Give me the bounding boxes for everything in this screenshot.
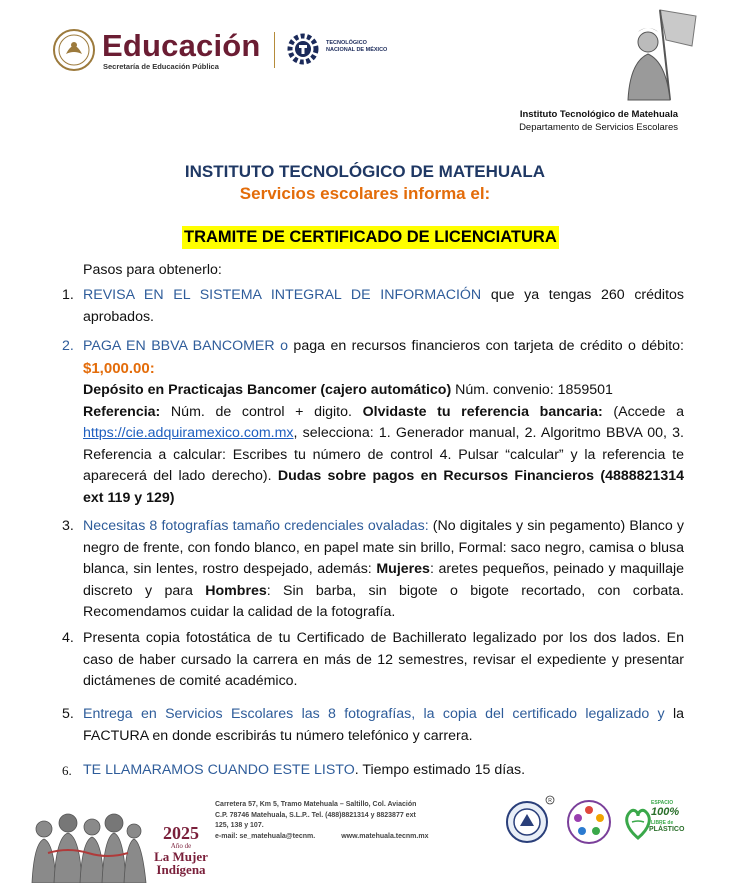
step-number: 4.: [62, 630, 74, 646]
forgot-reference-text: (Accede a: [602, 403, 684, 420]
department-name: Departamento de Servicios Escolares: [519, 122, 678, 133]
institute-name: Instituto Tecnológico de Matehuala: [519, 109, 678, 120]
educacion-logo: [52, 28, 272, 74]
address-line-3: 125, 138 y 107.: [215, 822, 264, 829]
step-5-text: la FACTURA en donde escribirás tu número telefónico y carrera.: [83, 706, 684, 744]
step-6-highlight: TE LLAMARAMOS CUANDO ESTE LISTO: [83, 762, 355, 778]
step-2: [62, 336, 684, 509]
gear-icon: [286, 32, 320, 66]
men-text: : Sin barba, sin bigote o bigote recortado, con corbata. Recomendamos cuidar la calidad de la fotografía.: [83, 582, 684, 620]
step-1-highlight: REVISA EN EL SISTEMA INTEGRAL DE INFORMACIÓN: [83, 287, 482, 303]
step-number: 6.: [62, 763, 72, 778]
payment-amount: $1,000.00:: [83, 359, 155, 377]
footer-address: [215, 800, 475, 842]
address-line-1: Carretera 57, Km 5, Tramo Matehuala – Saltillo, Col. Aviación: [215, 801, 417, 808]
women-label: Mujeres: [376, 561, 430, 577]
footer-website[interactable]: www.matehuala.tecnm.mx: [341, 832, 429, 840]
year-title-line1: La Mujer: [154, 849, 208, 864]
step-3: [62, 516, 685, 624]
plastic-label-4: PLÁSTICO: [649, 826, 685, 833]
footer-email[interactable]: e-mail: se_matehuala@tecnm.: [215, 832, 316, 840]
svg-text:R: R: [548, 798, 552, 804]
step-2-highlight: PAGA EN BBVA BANCOMER o: [83, 338, 288, 354]
indigenous-women-illustration-icon: [28, 803, 148, 883]
instructions-text: , selecciona: 1. Generador manual, 2. Algoritmo BBVA 00, 3. Referencia a calcular: Escribes tu número de control 4. Pulsar “calcular” y la referencia te aparecerá del lado derecho).: [83, 425, 684, 484]
step-number: 1.: [62, 287, 74, 303]
step-4-text: Presenta copia fotostática de tu Certificado de Bachillerato legalizado por los dos lados. En caso de haber cursado la carrera en más de 12 semestres, revisar el expediente y presentar dictámenes de comité académico.: [83, 630, 684, 689]
step-5: [62, 704, 684, 747]
step-3-highlight: Necesitas 8 fotografías tamaño credenciales ovaladas:: [83, 518, 429, 534]
leaf-heart-icon: [624, 802, 652, 842]
plastic-label-1: ESPACIO: [651, 800, 674, 806]
page-subtitle: Servicios escolares informa el:: [239, 184, 491, 203]
payment-doubts: Dudas sobre pagos en Recursos Financieros (4888821314 ext 119 y 129): [83, 468, 684, 506]
plastic-label-3: LIBRE de: [651, 820, 674, 826]
gender-equality-seal-icon: [565, 798, 613, 846]
flag-heroine-icon: [608, 6, 698, 102]
plastic-label-2: 100%: [651, 806, 680, 818]
intro-text: Pasos para obtenerlo:: [83, 262, 222, 278]
step-5-highlight: Entrega en Servicios Escolares las 8 fotografías: [83, 706, 412, 722]
step-number: 3.: [62, 518, 74, 534]
plastic-free-logo: [624, 798, 686, 848]
reference-label: Referencia:: [83, 403, 161, 420]
header-divider: [274, 32, 275, 68]
deposit-label: Depósito en Practicajas Bancomer (cajero automático): [83, 382, 452, 398]
step-1: [62, 285, 684, 328]
step-2-text: paga en recursos financieros con tarjeta de crédito o débito:: [287, 338, 684, 354]
page-title: INSTITUTO TECNOLÓGICO DE MATEHUALA: [184, 162, 546, 181]
tecnm-label: TECNOLÓGICO NACIONAL DE MÉXICO: [326, 40, 388, 53]
forgot-reference-label: Olvidaste tu referencia bancaria:: [362, 403, 603, 420]
year-title-line2: Indígena: [156, 862, 206, 877]
seal-icon: [52, 28, 96, 72]
highlighted-heading: TRAMITE DE CERTIFICADO DE LICENCIATURA: [182, 226, 559, 249]
year-of-indigenous-woman: [150, 824, 212, 878]
reference-text: Núm. de control + digito.: [160, 403, 363, 420]
year-sub: Año de: [170, 842, 192, 850]
step-number: 5.: [62, 706, 74, 722]
step-number: 2.: [62, 338, 74, 354]
step-1-text: que ya tengas 260 créditos aprobados.: [83, 287, 684, 325]
step-6-text: . Tiempo estimado 15 días.: [354, 762, 526, 778]
women-text: : aretes pequeños, peinado y maquillaje discreto y para: [83, 561, 685, 599]
tecnm-logo: [286, 30, 396, 70]
step-3-text: (No digitales y sin pegamento) Blanco y negro de frente, con fondo blanco, en papel mate sin brillo, Formal: saco negro, camisa o blusa blanca, sin lentes, rostro despejado, además:: [83, 518, 684, 577]
men-label: Hombres: [205, 582, 267, 599]
institute-shield-icon: [503, 795, 555, 845]
step-4: [62, 628, 684, 693]
cie-link[interactable]: https://cie.adquiramexico.com.mx: [83, 425, 294, 441]
deposit-text: Núm. convenio: 1859501: [451, 382, 613, 398]
step-5-highlight-2: , la copia del certificado legalizado y: [411, 706, 665, 722]
address-line-2: C.P. 78746 Matehuala, S.L.P.. Tel. (488)8821314 y 8823877 ext: [215, 811, 416, 819]
brand-word: Educación: [102, 28, 261, 63]
brand-subtitle: Secretaría de Educación Pública: [103, 62, 219, 71]
year-number: 2025: [163, 823, 199, 843]
step-6: [62, 760, 684, 782]
